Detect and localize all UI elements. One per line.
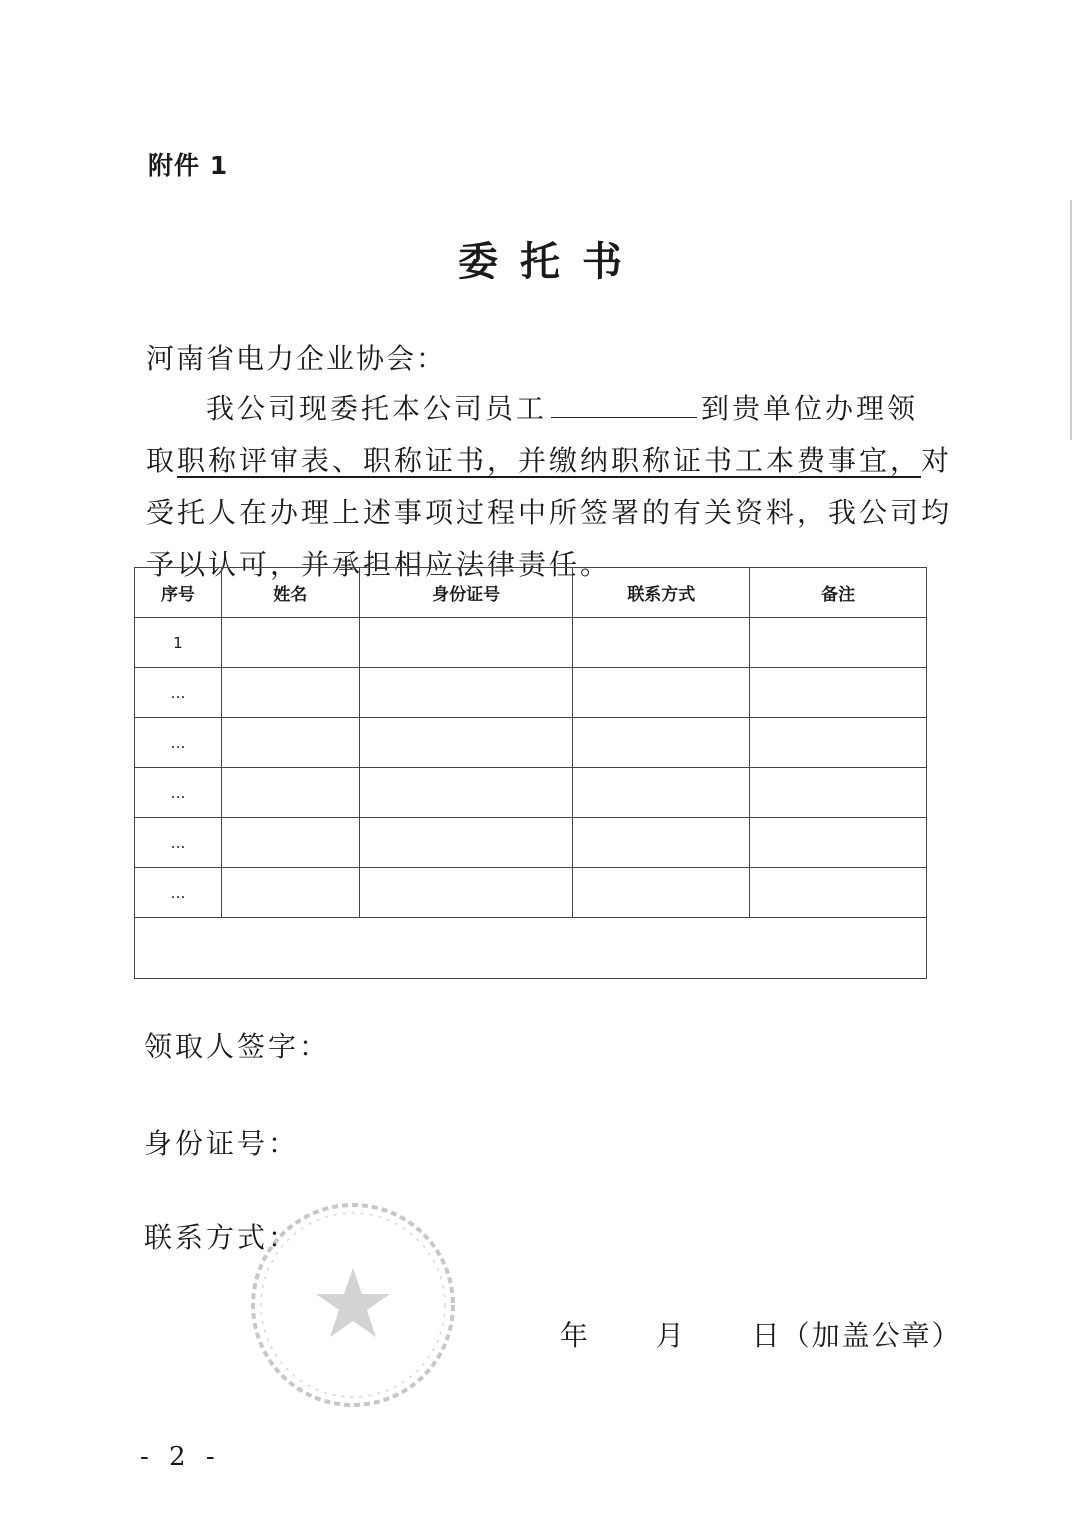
receiver-signature-label: 领取人签字： [144,1030,331,1063]
contact-cell[interactable] [573,768,750,818]
body-line-2 [146,435,953,487]
table-row [135,868,927,918]
id-cell[interactable] [359,768,573,818]
date-year: 年 [560,1319,591,1352]
body-line-1 [146,383,919,435]
official-seal-icon [244,1196,462,1414]
line1-before: 我公司现委托本公司员工 [206,392,548,425]
table-row [135,818,927,868]
page-number: - 2 - [140,1442,221,1472]
remark-cell[interactable] [750,718,927,768]
date-day-seal: 日（加盖公章） [751,1319,962,1352]
line1-after: 到贵单位办理领 [701,392,919,425]
seq-cell: … [135,718,222,768]
col-header-remark: 备注 [750,568,927,618]
id-cell[interactable] [359,868,573,918]
name-cell[interactable] [221,668,359,718]
name-cell[interactable] [221,818,359,868]
body-line-4: 予以认可，并承担相应法律责任。 [146,548,612,581]
table-footer-row [135,918,927,979]
col-header-contact: 联系方式 [573,568,750,618]
contact-label: 联系方式： [144,1221,300,1254]
contact-cell[interactable] [573,818,750,868]
col-header-seq: 序号 [135,568,222,618]
id-cell[interactable] [359,818,573,868]
seq-cell: … [135,868,222,918]
table-row [135,668,927,718]
table-header-row [135,568,927,618]
date-month: 月 [655,1319,686,1352]
table-row [135,618,927,668]
contact-cell[interactable] [573,618,750,668]
table-row [135,718,927,768]
body-paragraph [146,383,953,591]
name-cell[interactable] [221,618,359,668]
body-line-3: 受托人在办理上述事项过程中所签署的有关资料，我公司均 [146,496,953,529]
line2-end: 对 [921,444,953,477]
attachment-label: 附件 1 [148,151,229,180]
remark-cell[interactable] [750,768,927,818]
remark-cell[interactable] [750,618,927,668]
delegation-table [134,567,927,979]
contact-cell[interactable] [573,718,750,768]
table-row [135,768,927,818]
name-cell[interactable] [221,768,359,818]
employee-name-blank[interactable] [551,391,697,418]
seq-cell: … [135,668,222,718]
remark-cell[interactable] [750,868,927,918]
contact-cell[interactable] [573,868,750,918]
scan-edge-divider [1070,200,1072,440]
addressee: 河南省电力企业协会： [146,342,447,375]
id-number-label: 身份证号： [144,1127,300,1160]
remark-cell[interactable] [750,818,927,868]
id-cell[interactable] [359,618,573,668]
col-header-name: 姓名 [221,568,359,618]
table-footer-cell[interactable] [135,918,927,979]
name-cell[interactable] [221,718,359,768]
date-line [560,1314,962,1354]
col-header-id: 身份证号 [359,568,573,618]
document-title: 委托书 [458,238,644,285]
remark-cell[interactable] [750,668,927,718]
id-cell[interactable] [359,668,573,718]
line2-underlined: 职称评审表、职称证书，并缴纳职称证书工本费事宜， [177,444,922,477]
line2-start: 取 [146,444,178,477]
seq-cell: … [135,768,222,818]
id-cell[interactable] [359,718,573,768]
seq-cell: … [135,818,222,868]
name-cell[interactable] [221,868,359,918]
contact-cell[interactable] [573,668,750,718]
seq-cell: 1 [135,618,222,668]
